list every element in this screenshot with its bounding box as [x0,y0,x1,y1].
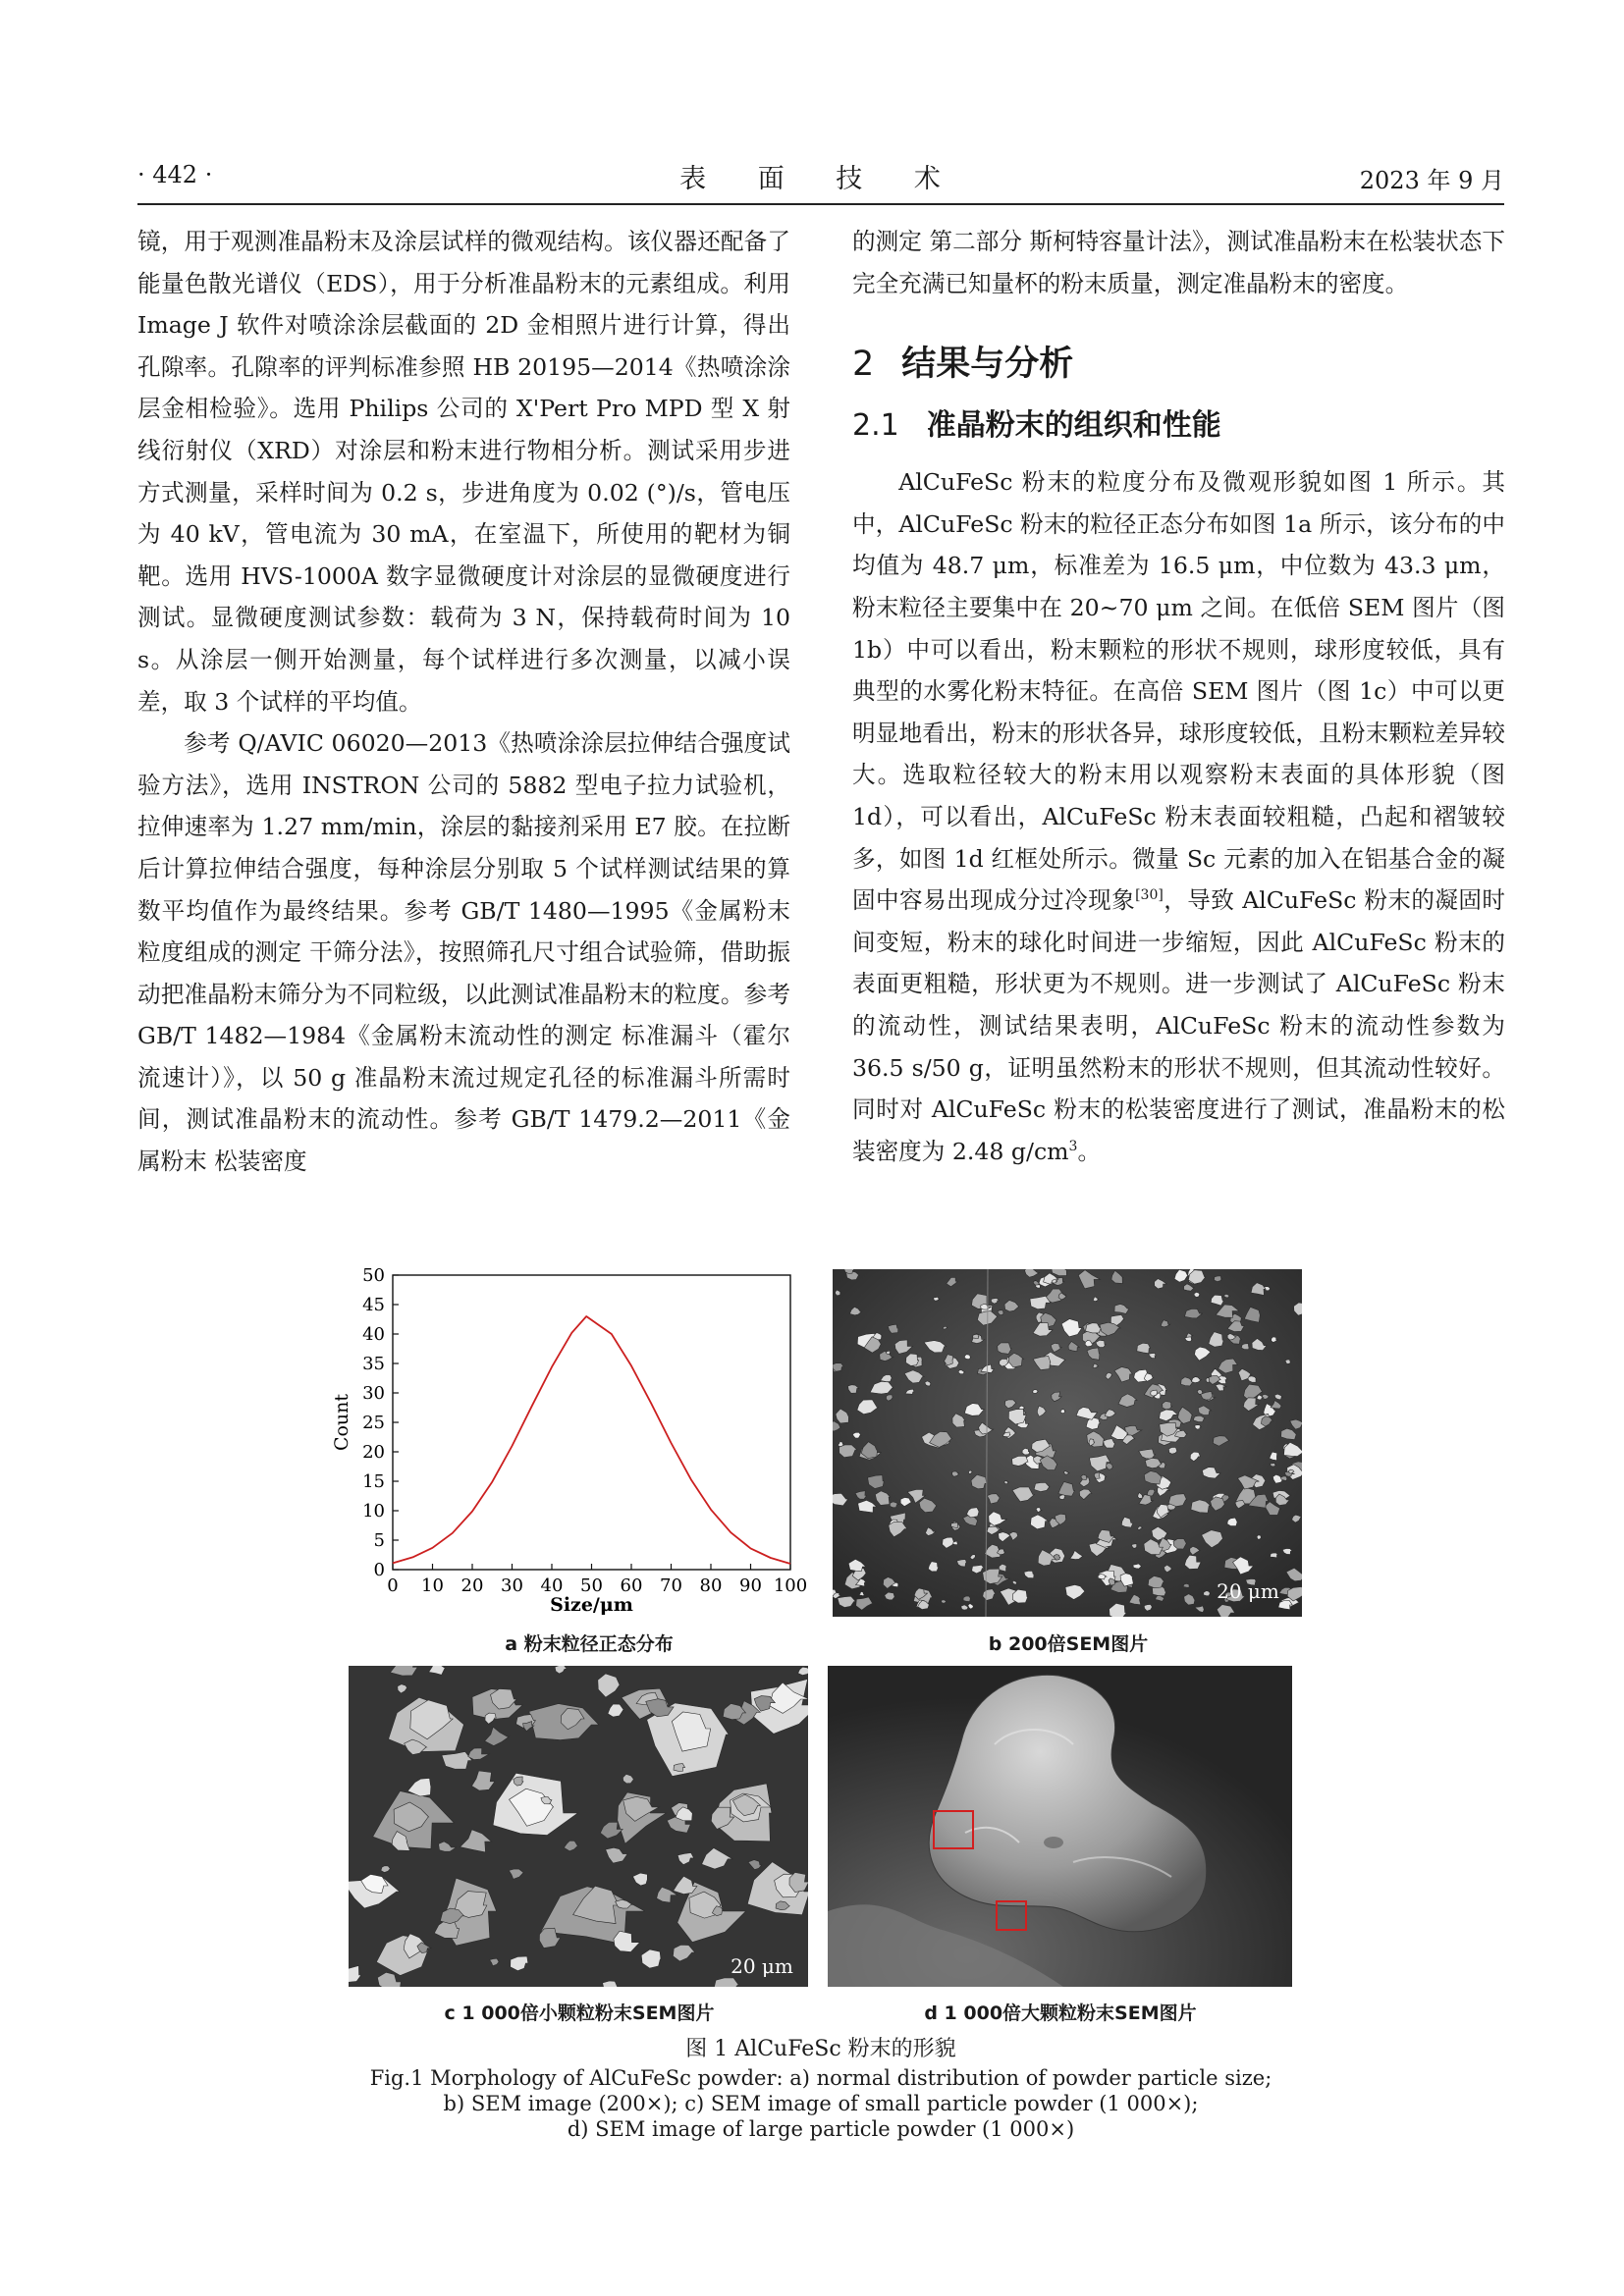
x-tick-label: 100 [773,1575,808,1596]
x-tick-label: 20 [460,1575,484,1596]
x-tick-label: 10 [421,1575,444,1596]
y-tick-label: 45 [362,1295,385,1315]
sem-particle [973,1334,979,1338]
figure-caption-en-2: b) SEM image (200×); c) SEM image of small particle powder (1 000×); [443,2092,1199,2115]
sem-particle [1194,1292,1200,1297]
subsection-heading [852,404,1505,448]
scale-bar-c [730,1954,794,1978]
right-column [852,221,1505,1172]
results-text-b: ，导致 AlCuFeSc 粉末的凝固时间变短，粉末的球化时间进一步缩短，因此 AlCuFeSc 粉末的表面更粗糙，形状更为不规则。进一步测试了 AlCuFeSc 粉末的流动性，测试结果表明，AlCuFeSc 粉末的流动性参数为 36.5 s/50 g，证明虽然粉末的形状不规则，但其流动性较好。同时对 AlCuFeSc 粉末的松装密度进行了测试，准晶粉末的松装密度为 2.48 g/cm [852,886,1505,1165]
sem-particle [887,1351,891,1354]
results-text-a: AlCuFeSc 粉末的粒度分布及微观形貌如图 1 所示。其中，AlCuFeSc 粉末的粒径正态分布如图 1a 所示，该分布的中均值为 48.7 μm，标准差为 16.5 μm，中位数为 43.3 μm，粉末粒径主要集中在 20~70 μm 之间。在低倍 SEM 图片（图 1b）中可以看出，粉末颗粒的形状不规则，球形度较低，具有典型的水雾化粉末特征。在高倍 SEM 图片（图 1c）中可以更明显地看出，粉末的形状各异，球形度较低，且粉末颗粒差异较大。选取粒径较大的粉末用以观察粉末表面的具体形貌（图 1d），可以看出，AlCuFeSc 粉末表面较粗糙，凸起和褶皱较多，如图 1d 红框处所示。微量 Sc 元素的加入在铝基合金的凝固中容易出现成分过冷现象 [852,468,1505,915]
y-tick-label: 30 [362,1383,385,1404]
x-tick-label: 30 [501,1575,523,1596]
citation-ref: [30] [1135,887,1164,904]
y-tick-label: 35 [362,1354,385,1374]
x-tick-label: 40 [540,1575,564,1596]
paragraph-results-1 [852,461,1505,1172]
x-tick-label: 60 [620,1575,643,1596]
scale-label-c: 20 μm [731,1954,793,1978]
figure-caption-en-3: d) SEM image of large particle powder (1 000×) [567,2117,1075,2141]
page-number: · 442 · [137,161,213,188]
y-tick-label: 10 [362,1501,385,1522]
y-tick-label: 5 [373,1530,385,1551]
paragraph-methods-1: 镜，用于观测准晶粉末及涂层试样的微观结构。该仪器还配备了能量色散光谱仪（EDS），用于分析准晶粉末的元素组成。利用 Image J 软件对喷涂涂层截面的 2D 金相照片进行计算，得出孔隙率。孔隙率的评判标准参照 HB 20195—2014《热喷涂涂层金相检验》。选用 Philips 公司的 X'Pert Pro MPD 型 X 射线衍射仪（XRD）对涂层和粉末进行物相分析。测试采用步进方式测量，采样时间为 0.2 s，步进角度为 0.02 (°)/s，管电压为 40 kV，管电流为 30 mA，在室温下，所使用的靶材为铜靶。选用 HVS-1000A 数字显微硬度计对涂层的显微硬度进行测试。显微硬度测试参数：载荷为 3 N，保持载荷时间为 10 s。从涂层一侧开始测量，每个试样进行多次测量，以减小误差，取 3 个试样的平均值。 [137,228,790,716]
sem-image-200x [833,1269,1302,1617]
header-rule [137,203,1504,205]
sem-particle [953,1541,958,1545]
label-panel-b: b 200倍SEM图片 [988,1633,1149,1655]
left-column [137,221,790,1183]
x-tick-label: 50 [580,1575,603,1596]
scale-label-b: 20 μm [1217,1579,1279,1603]
sem-particle [1241,1344,1249,1350]
figure-caption-cn: 图 1 AlCuFeSc 粉末的形貌 [685,2037,956,2061]
y-tick-label: 15 [362,1471,385,1492]
y-tick-label: 20 [362,1442,385,1463]
y-tick-label: 50 [362,1265,385,1286]
journal-title: 表 面 技 术 [679,164,962,194]
x-tick-label: 90 [739,1575,762,1596]
unit-superscript: 3 [1068,1138,1078,1154]
label-panel-a: a 粉末粒径正态分布 [505,1633,674,1655]
sem-particle [1137,1343,1151,1354]
y-tick-label: 25 [362,1413,385,1433]
particle-size-chart [324,1261,825,1625]
sem-particle [963,1596,971,1602]
results-text-end: 。 [1077,1137,1102,1165]
sem-200x-particles [833,1269,1302,1617]
sem-particle [1271,1553,1278,1558]
x-axis-label: Size/μm [550,1594,633,1616]
distribution-curve [393,1316,790,1564]
y-tick-label: 0 [373,1560,385,1580]
scale-bar-b [1214,1579,1282,1603]
section-number: 2 [852,345,875,385]
sem-particle [1094,1472,1100,1479]
x-tick-label: 0 [387,1575,399,1596]
label-panel-d: d 1 000倍大颗粒粉末SEM图片 [924,2002,1197,2024]
sem-1000x-small-particles [349,1666,808,1987]
issue-date: 2023 年 9 月 [1359,167,1504,194]
paragraph-methods-2: 参考 Q/AVIC 06020—2013《热喷涂涂层拉伸结合强度试验方法》，选用 INSTRON 公司的 5882 型电子拉力试验机，拉伸速率为 1.27 mm/min，涂层的黏接剂采用 E7 胶。在拉断后计算拉伸结合强度，每种涂层分别取 5 个试样测试结果的算数平均值作为最终结果。参考 GB/T 1480—1995《金属粉末粒度组成的测定 干筛分法》，按照筛孔尺寸组合试验筛，借助振动把准晶粉末筛分为不同粒级，以此测试准晶粉末的粒度。参考 GB/T 1482—1984《金属粉末流动性的测定 标准漏斗（霍尔流速计）》，以 50 g 准晶粉末流过规定孔径的标准漏斗所需时间，测试准晶粉末的流动性。参考 GB/T 1479.2—2011《金属粉末 松装密度 [137,729,790,1176]
y-axis-label: Count [331,1393,352,1452]
paragraph-methods-3: 的测定 第二部分 斯柯特容量计法》，测试准晶粉末在松装状态下完全充满已知量杯的粉末质量，测定准晶粉末的密度。 [852,228,1505,297]
sem-image-1000x-small [349,1666,808,1987]
section-heading [852,342,1505,387]
label-panel-c: c 1 000倍小颗粒粉末SEM图片 [444,2002,715,2024]
sem-particle [1163,1401,1172,1409]
sem-particle [1022,1448,1030,1455]
running-header [137,157,1504,196]
section-title: 结果与分析 [901,345,1074,385]
x-tick-label: 80 [699,1575,723,1596]
subsection-number: 2.1 [852,408,899,444]
figure-caption-en-1: Fig.1 Morphology of AlCuFeSc powder: a) normal distribution of powder particle size; [369,2066,1272,2090]
sem-image-1000x-large [828,1666,1292,1987]
y-tick-label: 40 [362,1324,385,1345]
sem-particle [1151,1390,1158,1396]
subsection-title: 准晶粉末的组织和性能 [926,408,1221,444]
x-tick-label: 70 [660,1575,682,1596]
sem-1000x-large-particle [828,1666,1292,1987]
